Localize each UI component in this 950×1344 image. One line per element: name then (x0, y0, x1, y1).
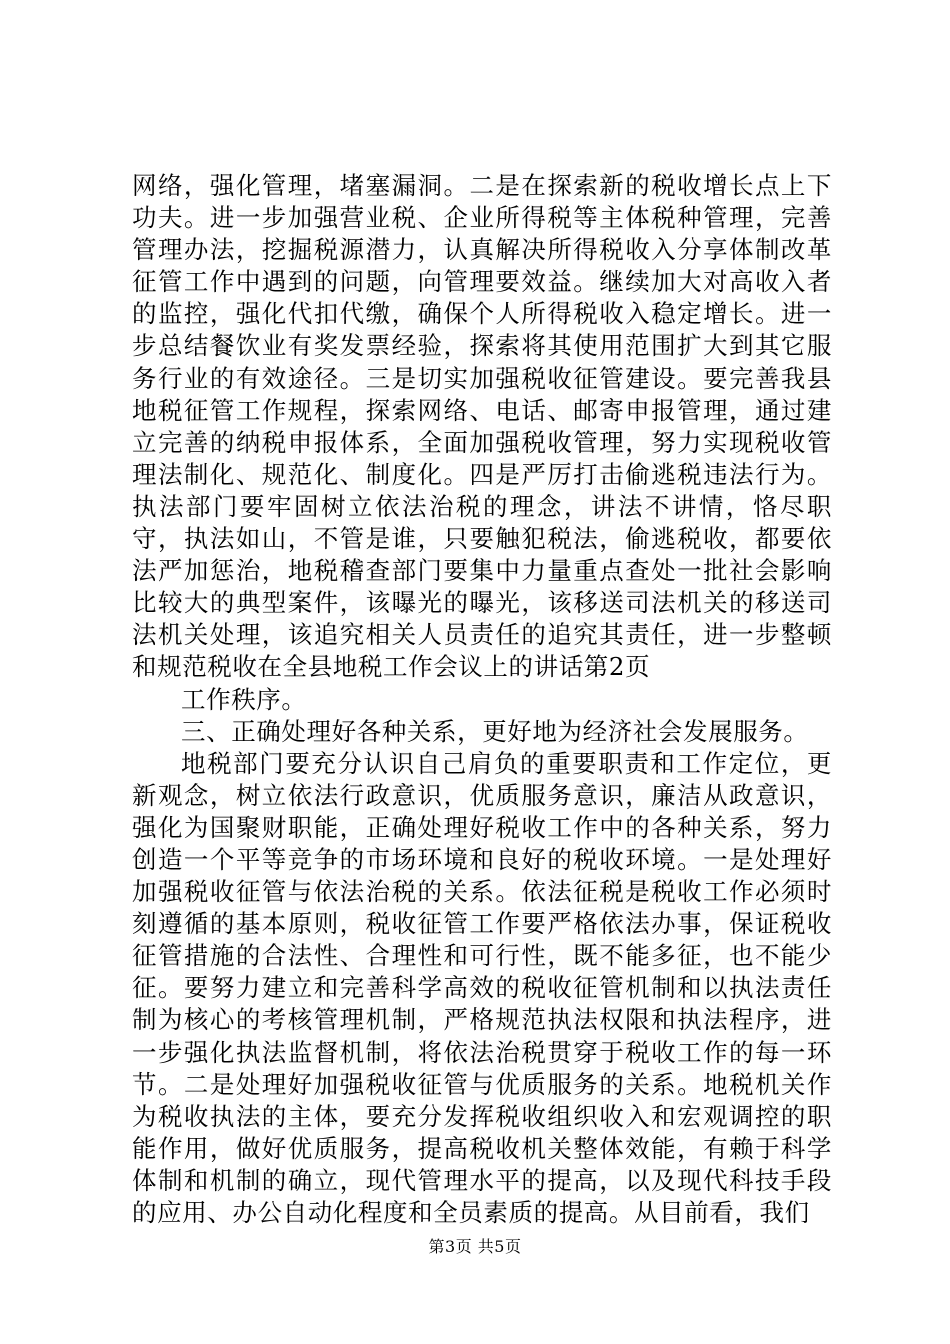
paragraph-relations: 地税部门要充分认识自己肩负的重要职责和工作定位，更新观念，树立依法行政意识，优质服务意识，廉洁从政意识，强化为国聚财职能，正确处理好税收工作中的各种关系，努力创造一个平等竞争的市场环境和良好的税收环境。一是处理好加强税收征管与依法治税的关系。依法征税是税收工作必须时刻遵循的基本原则，税收征管工作要严格依法办事，保证税收征管措施的合法性、合理性和可行性，既不能多征，也不能少征。要努力建立和完善科学高效的税收征管机制和以执法责任制为核心的考核管理机制，严格规范执法权限和执法程序，进一步强化执法监督机制，将依法治税贯穿于税收工作的每一环节。二是处理好加强税收征管与优质服务的关系。地税机关作为税收执法的主体，要充分发挥税收组织收入和宏观调控的职能作用，做好优质服务，提高税收机关整体效能，有赖于科学体制和机制的确立，现代管理水平的提高，以及现代科技手段的应用、办公自动化程度和全员素质的提高。从目前看，我们 (132, 748, 832, 1227)
paragraph-continuation: 网络，强化管理，堵塞漏洞。二是在探索新的税收增长点上下功夫。进一步加强营业税、企业所得税等主体税种管理，完善管理办法，挖掘税源潜力，认真解决所得税收入分享体制改革征管工作中遇到的问题，向管理要效益。继续加大对高收入者的监控，强化代扣代缴，确保个人所得税收入稳定增长。进一步总结餐饮业有奖发票经验，探索将其使用范围扩大到其它服务行业的有效途径。三是切实加强税收征管建设。要完善我县地税征管工作规程，探索网络、电话、邮寄申报管理，通过建立完善的纳税申报体系，全面加强税收管理，努力实现税收管理法制化、规范化、制度化。四是严厉打击偷逃税违法行为。执法部门要牢固树立依法治税的理念，讲法不讲情，恪尽职守，执法如山，不管是谁，只要触犯税法，偷逃税收，都要依法严加惩治，地税稽查部门要集中力量重点查处一批社会影响比较大的典型案件，该曝光的曝光，该移送司法机关的移送司法机关处理，该追究相关人员责任的追究其责任，进一步整顿和规范税收在全县地税工作会议上的讲话第2页 (132, 171, 832, 682)
document-body (132, 170, 832, 1229)
page-footer: 第3页 共5页 (428, 1237, 522, 1256)
section-heading-3: 三、正确处理好各种关系，更好地为经济社会发展服务。 (181, 716, 809, 746)
paragraph-work-order: 工作秩序。 (181, 684, 307, 714)
